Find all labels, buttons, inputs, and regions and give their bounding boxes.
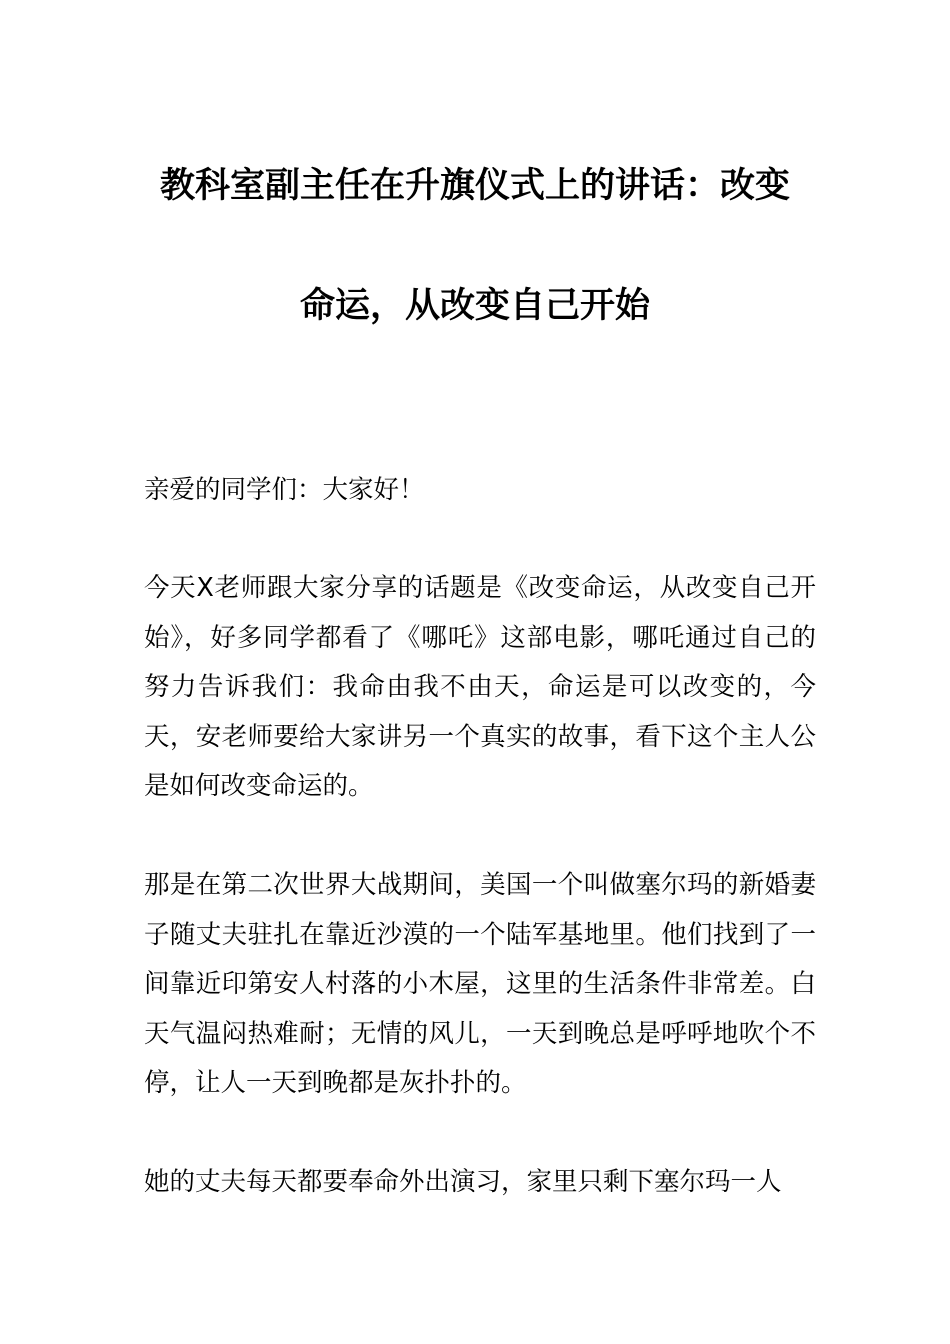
document-title-line-1: 教科室副主任在升旗仪式上的讲话：改变 [159,166,790,206]
body-paragraph-2: 那是在第二次世界大战期间，美国一个叫做塞尔玛的新婚妻子随丈夫驻扎在靠近沙漠的一个陆军基地里。他们找到了一间靠近印第安人村落的小木屋，这里的生活条件非常差。白天气温闷热难耐；无情的风儿，一天到晚总是呼呼地吹个不停，让人一天到晚都是灰扑扑的。 [144,870,816,1098]
document-title-line-2: 命运，从改变自己开始 [299,286,650,326]
body-paragraph-1: 今天X老师跟大家分享的话题是《改变命运，从改变自己开始》，好多同学都看了《哪吒》这部电影，哪吒通过自己的努力告诉我们：我命由我不由天，命运是可以改变的，今天，安老师要给大家讲另一个真实的故事，看下这个主人公是如何改变命运的。 [144,573,816,801]
greeting-paragraph: 亲爱的同学们：大家好！ [144,475,425,505]
body-paragraph-3: 她的丈夫每天都要奉命外出演习，家里只剩下塞尔玛一人 [144,1167,782,1197]
